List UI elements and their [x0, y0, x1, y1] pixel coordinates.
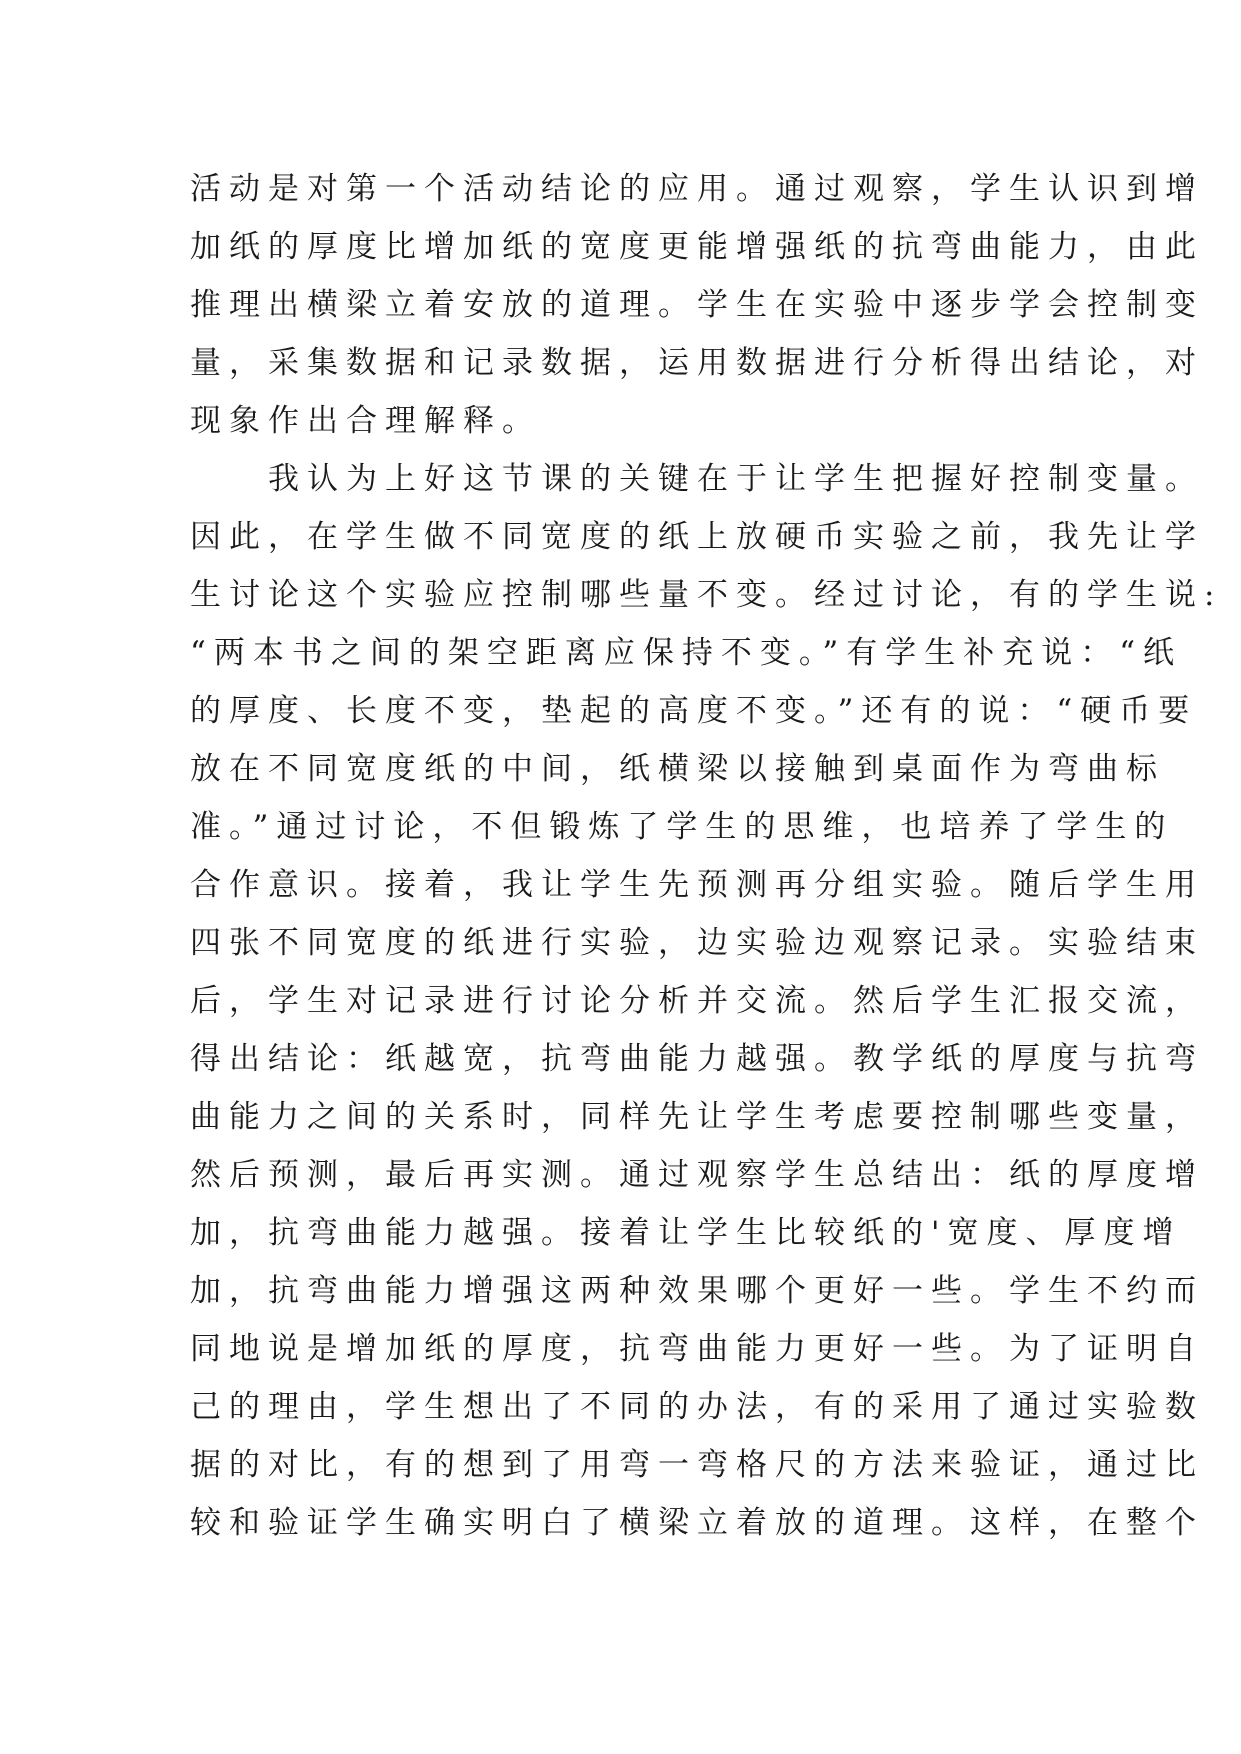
text-line: 活动是对第一个活动结论的应用。通过观察，学生认识到增: [190, 171, 1204, 207]
text-line: 然后预测，最后再实测。通过观察学生总结出：纸的厚度增: [190, 1157, 1204, 1193]
text-line: 据的对比，有的想到了用弯一弯格尺的方法来验证，通过比: [190, 1447, 1204, 1483]
text-line: 的厚度、长度不变，垫起的高度不变。”还有的说：“硬币要: [190, 693, 1198, 729]
text-line: 放在不同宽度纸的中间，纸横梁以接触到桌面作为弯曲标: [190, 751, 1165, 787]
text-line: 较和验证学生确实明白了横梁立着放的道理。这样，在整个: [190, 1505, 1204, 1541]
text-line: 准。”通过讨论，不但锻炼了学生的思维，也培养了学生的: [190, 809, 1174, 845]
text-line: 推理出横梁立着安放的道理。学生在实验中逐步学会控制变: [190, 287, 1204, 323]
text-line: 合作意识。接着，我让学生先预测再分组实验。随后学生用: [190, 867, 1204, 903]
text-line: 量，采集数据和记录数据，运用数据进行分析得出结论，对: [190, 345, 1204, 381]
text-line: 现象作出合理解释。: [190, 403, 541, 439]
text-line: “两本书之间的架空距离应保持不变。”有学生补充说：“纸: [190, 635, 1183, 671]
body-text: [190, 160, 1223, 1552]
text-line: 因此，在学生做不同宽度的纸上放硬币实验之前，我先让学: [190, 519, 1204, 555]
text-line: 同地说是增加纸的厚度，抗弯曲能力更好一些。为了证明自: [190, 1331, 1204, 1367]
text-line: 曲能力之间的关系时，同样先让学生考虑要控制哪些变量，: [190, 1099, 1204, 1135]
text-line: 我认为上好这节课的关键在于让学生把握好控制变量。: [190, 461, 1204, 497]
text-line: 生讨论这个实验应控制哪些量不变。经过讨论，有的学生说:: [190, 577, 1223, 613]
text-line: 己的理由，学生想出了不同的办法，有的采用了通过实验数: [190, 1389, 1204, 1425]
text-line: 加纸的厚度比增加纸的宽度更能增强纸的抗弯曲能力，由此: [190, 229, 1204, 265]
text-line: 四张不同宽度的纸进行实验，边实验边观察记录。实验结束: [190, 925, 1204, 961]
text-line: 后，学生对记录进行讨论分析并交流。然后学生汇报交流，: [190, 983, 1204, 1019]
text-line: 加，抗弯曲能力越强。接着让学生比较纸的'宽度、厚度增: [190, 1215, 1182, 1251]
text-line: 加，抗弯曲能力增强这两种效果哪个更好一些。学生不约而: [190, 1273, 1204, 1309]
text-line: 得出结论：纸越宽，抗弯曲能力越强。教学纸的厚度与抗弯: [190, 1041, 1204, 1077]
